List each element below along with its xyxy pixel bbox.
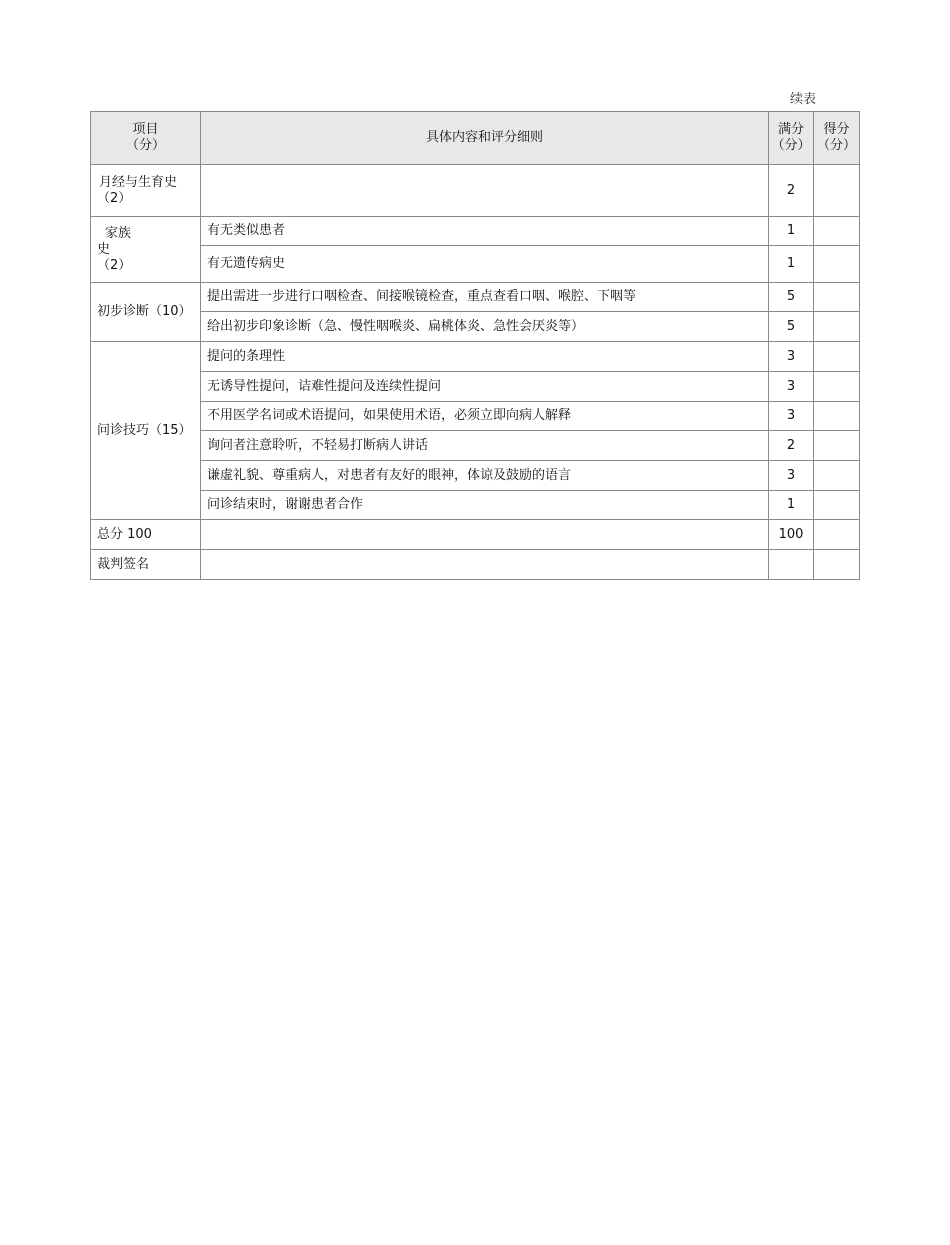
menstrual-got-score[interactable]: [814, 165, 860, 217]
skills-row-got[interactable]: [814, 491, 860, 520]
skills-row-got[interactable]: [814, 342, 860, 372]
family-row-got[interactable]: [814, 246, 860, 283]
skills-row-got[interactable]: [814, 402, 860, 431]
referee-signature-field[interactable]: [201, 550, 769, 580]
family-title-line1: 家族: [105, 225, 132, 241]
skills-row-full: 2: [769, 431, 814, 461]
table-row: [91, 217, 860, 246]
skills-row-full: 3: [769, 342, 814, 372]
table-row: [91, 312, 860, 342]
table-row: [91, 342, 860, 372]
table-row: [91, 461, 860, 491]
family-row-content: 有无类似患者: [201, 217, 769, 246]
family-title-line3: （2）: [97, 257, 132, 273]
header-item-line2: （分）: [125, 138, 165, 153]
referee-got[interactable]: [814, 550, 860, 580]
skills-row-content: 无诱导性提问，诘难性提问及连续性提问: [201, 372, 769, 402]
header-got-line1: 得分: [823, 122, 850, 137]
table-row: [91, 246, 860, 283]
diagnosis-row-got[interactable]: [814, 283, 860, 312]
diagnosis-row-full: 5: [769, 283, 814, 312]
section-title-family: [91, 217, 201, 283]
skills-row-got[interactable]: [814, 461, 860, 491]
skills-row-full: 3: [769, 461, 814, 491]
total-full-score: 100: [769, 520, 814, 550]
total-got-score[interactable]: [814, 520, 860, 550]
continued-label: 续表: [790, 92, 817, 107]
total-content: [201, 520, 769, 550]
referee-title: 裁判签名: [91, 550, 201, 580]
menstrual-title-line2: （2）: [97, 190, 132, 206]
table-row: [91, 431, 860, 461]
header-got-line2: （分）: [816, 138, 856, 153]
header-content: 具体内容和评分细则: [201, 112, 769, 165]
skills-row-full: 3: [769, 372, 814, 402]
section-title-menstrual: [91, 165, 201, 217]
header-full-line1: 满分: [777, 122, 804, 137]
menstrual-full-score: 2: [769, 165, 814, 217]
family-row-full: 1: [769, 246, 814, 283]
table-row: [91, 372, 860, 402]
header-row: [91, 112, 860, 165]
diagnosis-row-got[interactable]: [814, 312, 860, 342]
skills-row-content: 不用医学名词或术语提问，如果使用术语，必须立即向病人解释: [201, 402, 769, 431]
skills-row-full: 3: [769, 402, 814, 431]
skills-row-content: 谦虚礼貌、尊重病人，对患者有友好的眼神，体谅及鼓励的语言: [201, 461, 769, 491]
header-item: [91, 112, 201, 165]
total-title: 总分 100: [91, 520, 201, 550]
table-row: [91, 402, 860, 431]
menstrual-content: [201, 165, 769, 217]
table-row: [91, 491, 860, 520]
header-full-score: [769, 112, 814, 165]
family-row-full: 1: [769, 217, 814, 246]
table-row: [91, 550, 860, 580]
skills-row-content: 问诊结束时，谢谢患者合作: [201, 491, 769, 520]
diagnosis-row-full: 5: [769, 312, 814, 342]
header-item-line1: 项目: [132, 122, 159, 137]
header-got-score: [814, 112, 860, 165]
table-row: [91, 283, 860, 312]
family-title-line2: 史: [97, 241, 111, 257]
family-row-content: 有无遗传病史: [201, 246, 769, 283]
skills-row-full: 1: [769, 491, 814, 520]
skills-row-content: 提问的条理性: [201, 342, 769, 372]
family-row-got[interactable]: [814, 217, 860, 246]
diagnosis-row-content: 提出需进一步进行口咽检查、间接喉镜检查，重点查看口咽、喉腔、下咽等: [201, 283, 769, 312]
skills-row-got[interactable]: [814, 372, 860, 402]
table-row: [91, 165, 860, 217]
skills-row-got[interactable]: [814, 431, 860, 461]
scoring-table: [90, 111, 860, 580]
section-title-skills: 问诊技巧（15）: [91, 342, 201, 520]
referee-full: [769, 550, 814, 580]
section-title-diagnosis: 初步诊断（10）: [91, 283, 201, 342]
table-row: [91, 520, 860, 550]
diagnosis-row-content: 给出初步印象诊断（急、慢性咽喉炎、扁桃体炎、急性会厌炎等）: [201, 312, 769, 342]
skills-row-content: 询问者注意聆听，不轻易打断病人讲话: [201, 431, 769, 461]
menstrual-title-line1: 月经与生育史: [99, 174, 178, 190]
header-full-line2: （分）: [771, 138, 811, 153]
